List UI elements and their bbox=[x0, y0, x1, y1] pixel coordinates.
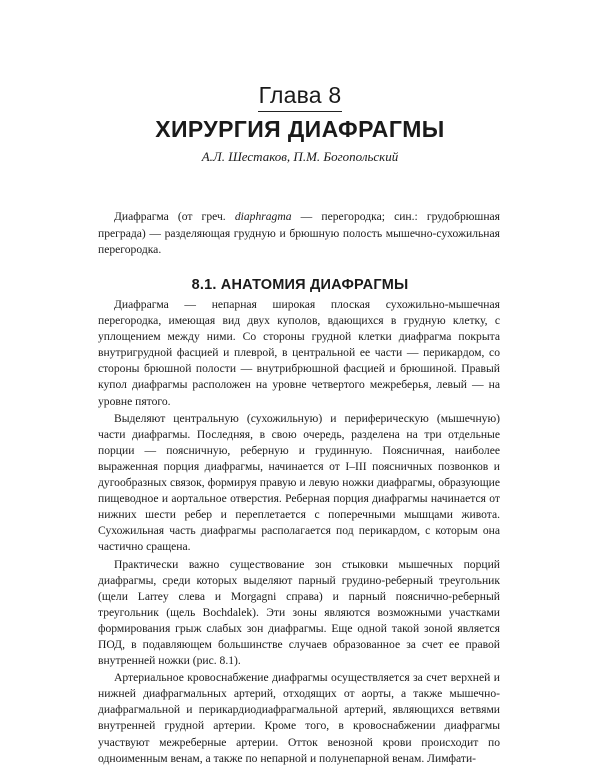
section-heading: 8.1. АНАТОМИЯ ДИАФРАГМЫ bbox=[191, 277, 409, 293]
body-paragraph: Выделяют центральную (сухожильную) и периферическую (мышечную) части диафрагмы. Последняя, в свою очередь, разделена на три отдельные порции — поясничную, реберную и грудинную. Поясничная, наиболее выраженная порция диафрагмы, начинается от I–III поясничных позвонков и дугообразных связок, формируя правую и левую ножки диафрагмы, образующие пищеводное и аортальное отверстия. Реберная порция диафрагмы начинается от нижних шести ребер и переплетается с поперечными мышцами живота. Сухожильная часть диафрагмы располагается под перикардом, с которым она частично сращена. bbox=[98, 411, 500, 554]
chapter-divider bbox=[258, 111, 342, 112]
chapter-label: Глава 8 bbox=[258, 82, 342, 108]
body-paragraph: Практически важно существование зон стыковки мышечных порций диафрагмы, среди которых выделяют парный грудино-реберный треугольник (щели Larrey слева и Morgagni справа) и парный пояснично-реберный треугольник (щель Bochdalek). Эти зоны являются возможными участками формирования грыж слабых зон диафрагмы. Еще одной такой зоной является ПОД, в подавляющем большинстве случаев образованное за счет ее правой внутренней ножки (рис. 8.1). bbox=[98, 557, 500, 668]
intro-paragraph bbox=[98, 209, 500, 259]
intro-text-after: — перегородка; син.: грудобрюшная преграда) — разделяющая грудную и брюшную полость мышечно-сухожильная перегородка. bbox=[98, 210, 501, 256]
chapter-title: ХИРУРГИЯ ДИАФРАГМЫ bbox=[155, 116, 445, 142]
intro-text-before: Диафрагма (от греч. bbox=[114, 210, 235, 223]
section-body bbox=[98, 297, 500, 767]
chapter-authors: А.Л. Шестаков, П.М. Богопольский bbox=[201, 149, 399, 164]
intro-greek-term: diaphragma bbox=[234, 210, 292, 223]
body-paragraph: Артериальное кровоснабжение диафрагмы осуществляется за счет верхней и нижней диафрагмальных артерий, отходящих от аорты, а также мышечно-диафрагмальной и перикардиодиафрагмальной артерий, являющихся ветвями внутренней грудной артерии. Кроме того, в кровоснабжении диафрагмы участвуют межреберные артерии. Отток венозной крови происходит по одноименным венам, а также по непарной и полунепарной венам. Лимфати- bbox=[98, 671, 500, 765]
body-paragraph: Диафрагма — непарная широкая плоская сухожильно-мышечная перегородка, имеющая вид двух куполов, вдающихся в грудную клетку, с уплощением между ними. Со стороны грудной клетки диафрагма покрыта внутригрудной фасцией и плеврой, в центральной ее части — перикардом, со стороны брюшной полости — внутрибрюшной фасцией и брюшиной. Правый купол диафрагмы расположен на уровне четвертого межреберья, левый — на уровне пятого. bbox=[98, 298, 500, 408]
